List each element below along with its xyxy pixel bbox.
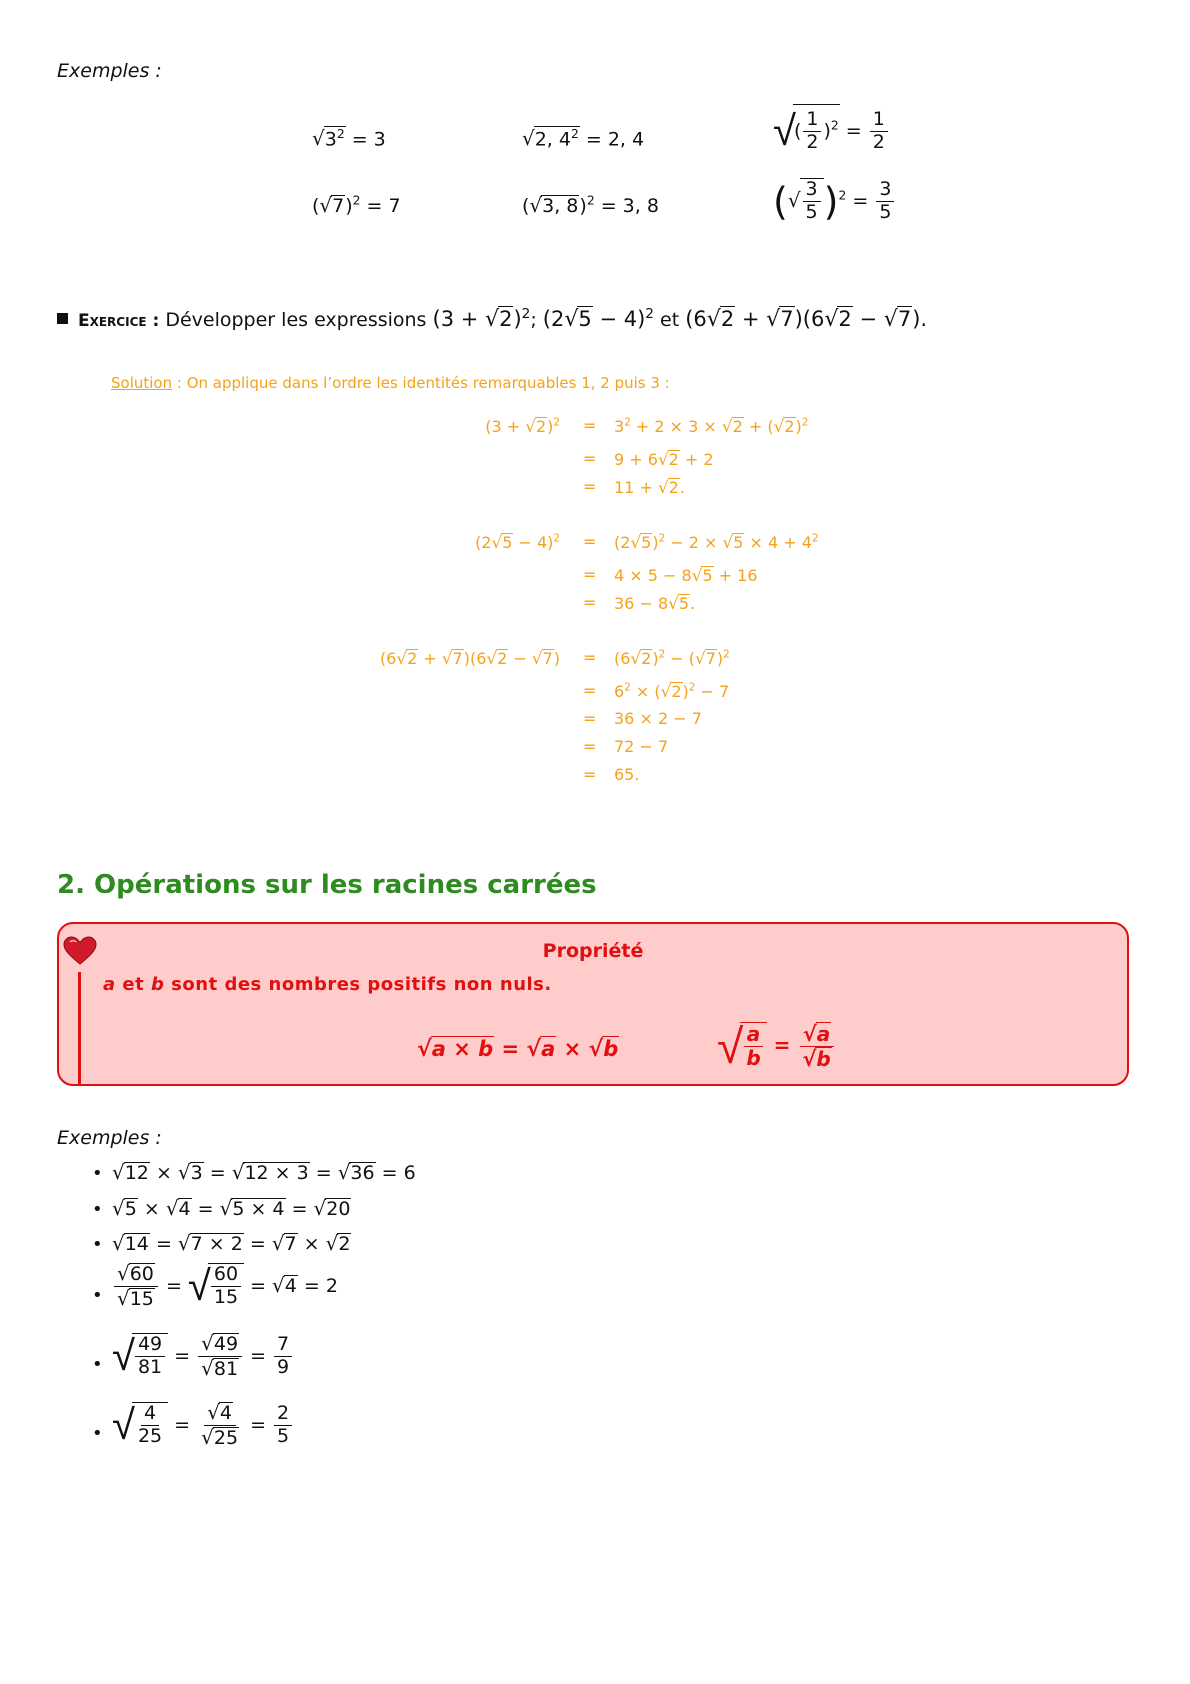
exercise-text: Développer les expressions <box>165 309 427 331</box>
solution-intro: Solution : On applique dans l’ordre les identités remarquables 1, 2 puis 3 : <box>111 374 670 392</box>
example-sqrt-half-squared: √( $\frac{1}{2}$ )$^2$ = $\frac{1}{2}$ <box>773 104 890 154</box>
example-sqrt7-squared: $(√7)^2 = 7$ <box>312 193 401 217</box>
example-sqrt-three-fifths-squared: (√ $\frac{3}{5}$ )$^2$ = $\frac{3}{5}$ <box>773 178 896 224</box>
example-sqrt3-8-squared: (√3, 8)$^2$ = 3, 8 <box>522 193 659 217</box>
examples-heading: Exemples : <box>57 60 162 82</box>
solution-lhs-2: $(2√5 - 4)^2$ <box>475 532 560 552</box>
solution-label: Solution <box>111 374 173 392</box>
property-title: Propriété <box>542 940 644 962</box>
property-box <box>57 922 1129 1086</box>
solution-lhs-1: $(3 + √2)^2$ <box>485 416 560 436</box>
property-left-bar <box>78 972 81 1084</box>
list-item: $\frac{√60}{√15}$ = √ $\frac{60}{15}$ = √4 = 2 <box>112 1262 338 1311</box>
property-statement: a et b sont des nombres positifs non nuls. <box>103 974 552 995</box>
exercise-label: Exercice : <box>78 311 160 331</box>
examples2-heading: Exemples : <box>57 1127 162 1149</box>
list-item: √ $\frac{49}{81}$ = $\frac{√49}{√81}$ = $\frac{7}{9}$ <box>112 1332 294 1381</box>
section-title: 2. Opérations sur les racines carrées <box>57 870 597 900</box>
list-item: √5 × √4 = √5 × 4 = √20 <box>112 1196 351 1220</box>
exercise-statement: Exercice : Développer les expressions $(3 + √2)^2$; $(2√5 - 4)^2$ et (6√2 + √7)(6√2 − √7). <box>78 306 928 332</box>
property-formula-quotient: √ $\frac{a}{b}$ = $\frac{√a}{√b}$ <box>717 1022 837 1071</box>
list-item: √12 × √3 = √12 × 3 = √36 = 6 <box>112 1160 416 1184</box>
list-item: √ $\frac{4}{25}$ = $\frac{√4}{√25}$ = $\frac{2}{5}$ <box>112 1401 294 1450</box>
solution-lhs-3: (6√2 + √7)(6√2 − √7) <box>379 648 560 668</box>
exercise-bullet-icon <box>57 313 68 324</box>
exercise-connector: et <box>660 309 680 331</box>
example-sqrt-2-4-squared: √2, $4^2 = 2$, 4 <box>522 126 645 151</box>
property-formula-product: √a × b = √a × √b <box>417 1037 619 1062</box>
example-sqrt-3-squared: $√3^2 = 3$ <box>312 126 386 151</box>
list-item: √14 = √7 × 2 = √7 × √2 <box>112 1231 351 1255</box>
